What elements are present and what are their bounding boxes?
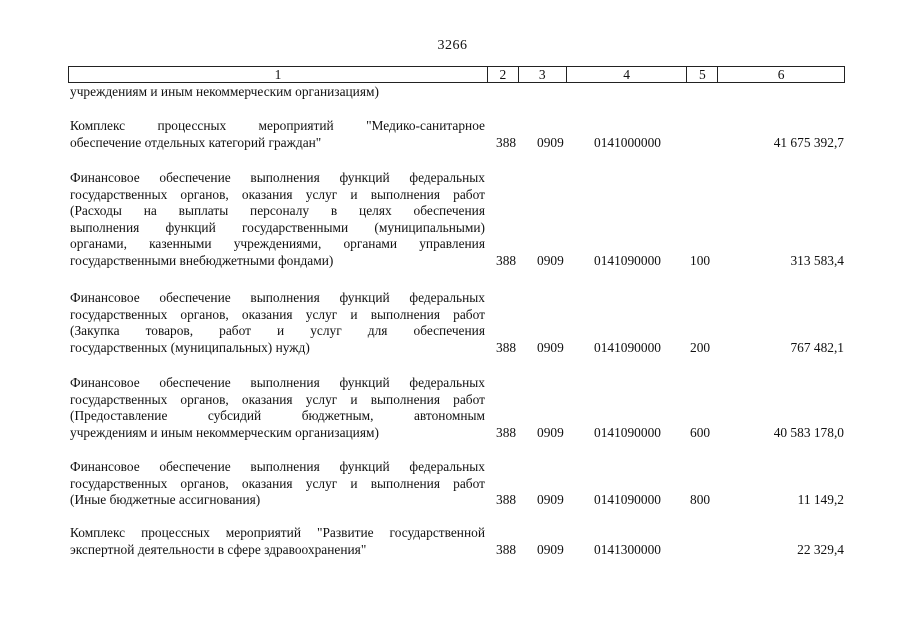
ministry-code: 388 — [496, 134, 517, 150]
expense-type-code: 600 — [690, 424, 711, 440]
ministry-code: 388 — [496, 252, 517, 268]
description-line: (Расходы на выплаты персоналу в целях обеспечения — [70, 203, 485, 218]
description-line: государственных (муниципальных) нужд) — [70, 339, 310, 355]
ministry-code: 388 — [496, 541, 517, 557]
column-header-6: 6 — [717, 67, 844, 82]
description-line: государственных органов, оказания услуг и выполнения работ — [70, 306, 485, 322]
target-article-code: 0141090000 — [594, 252, 661, 268]
row-description — [70, 170, 485, 269]
section-code: 0909 — [537, 492, 564, 507]
amount: 313 583,4 — [790, 252, 844, 268]
description-line: Комплекс процессных мероприятий "Развитие государственной — [70, 525, 485, 540]
ministry-code: 388 — [496, 424, 517, 440]
table-row — [0, 118, 905, 151]
description-line: выполнения функций государственными (муниципальными) — [70, 219, 485, 235]
section-code: 0909 — [537, 252, 564, 268]
description-line: Финансовое обеспечение выполнения функций федеральных — [70, 459, 485, 474]
description-line: (Предоставление субсидий бюджетным, автономным — [70, 408, 485, 423]
description-line: экспертной деятельности в сфере здравоохранения" — [70, 541, 367, 557]
target-article-code: 0141090000 — [594, 339, 661, 355]
target-article-code: 0141000000 — [594, 134, 661, 150]
table-row — [0, 170, 905, 269]
column-header-1: 1 — [274, 67, 282, 82]
description-line: Финансовое обеспечение выполнения функций федеральных — [70, 375, 485, 390]
description-line: государственных органов, оказания услуг и выполнения работ — [70, 475, 485, 491]
table-row — [0, 290, 905, 356]
column-header-row — [68, 66, 845, 83]
row-description — [70, 375, 485, 441]
page-number: 3266 — [437, 38, 468, 53]
target-article-code: 0141090000 — [594, 424, 661, 440]
row-description — [70, 459, 485, 509]
amount: 40 583 178,0 — [773, 424, 844, 440]
column-header-4: 4 — [566, 67, 687, 82]
column-header-3: 3 — [518, 67, 566, 82]
continuation-text: учреждениям и иным некоммерческим организациям) — [70, 84, 379, 99]
target-article-code: 0141300000 — [594, 541, 661, 557]
section-code: 0909 — [537, 541, 564, 557]
ministry-code: 388 — [496, 339, 517, 355]
table-row — [0, 525, 905, 558]
row-description — [70, 290, 485, 356]
expense-type-code: 200 — [690, 339, 711, 355]
description-line: государственных органов, оказания услуг и выполнения работ — [70, 391, 485, 407]
description-line: органами, казенными учреждениями, органами управления — [70, 236, 485, 251]
expense-type-code: 800 — [690, 492, 711, 507]
column-header-2: 2 — [487, 67, 518, 82]
description-line: учреждениям и иным некоммерческим организациям) — [70, 424, 379, 440]
ministry-code: 388 — [496, 492, 517, 507]
table-row — [0, 375, 905, 441]
amount: 767 482,1 — [790, 339, 844, 355]
target-article-code: 0141090000 — [594, 492, 661, 507]
section-code: 0909 — [537, 339, 564, 355]
description-line: (Иные бюджетные ассигнования) — [70, 492, 261, 507]
description-line: обеспечение отдельных категорий граждан" — [70, 134, 322, 150]
column-header-5: 5 — [686, 67, 717, 82]
description-line: (Закупка товаров, работ и услуг для обеспечения — [70, 323, 485, 338]
description-line: Комплекс процессных мероприятий "Медико-санитарное — [70, 118, 485, 133]
amount: 22 329,4 — [797, 541, 844, 557]
expense-type-code: 100 — [690, 252, 711, 268]
row-description — [70, 525, 485, 558]
amount: 41 675 392,7 — [773, 134, 844, 150]
row-description — [70, 118, 485, 151]
description-line: государственных органов, оказания услуг и выполнения работ — [70, 186, 485, 202]
section-code: 0909 — [537, 134, 564, 150]
description-line: Финансовое обеспечение выполнения функций федеральных — [70, 170, 485, 185]
section-code: 0909 — [537, 424, 564, 440]
amount: 11 149,2 — [797, 492, 844, 507]
description-line: государственными внебюджетными фондами) — [70, 252, 334, 268]
description-line: Финансовое обеспечение выполнения функций федеральных — [70, 290, 485, 305]
table-row — [0, 459, 905, 509]
